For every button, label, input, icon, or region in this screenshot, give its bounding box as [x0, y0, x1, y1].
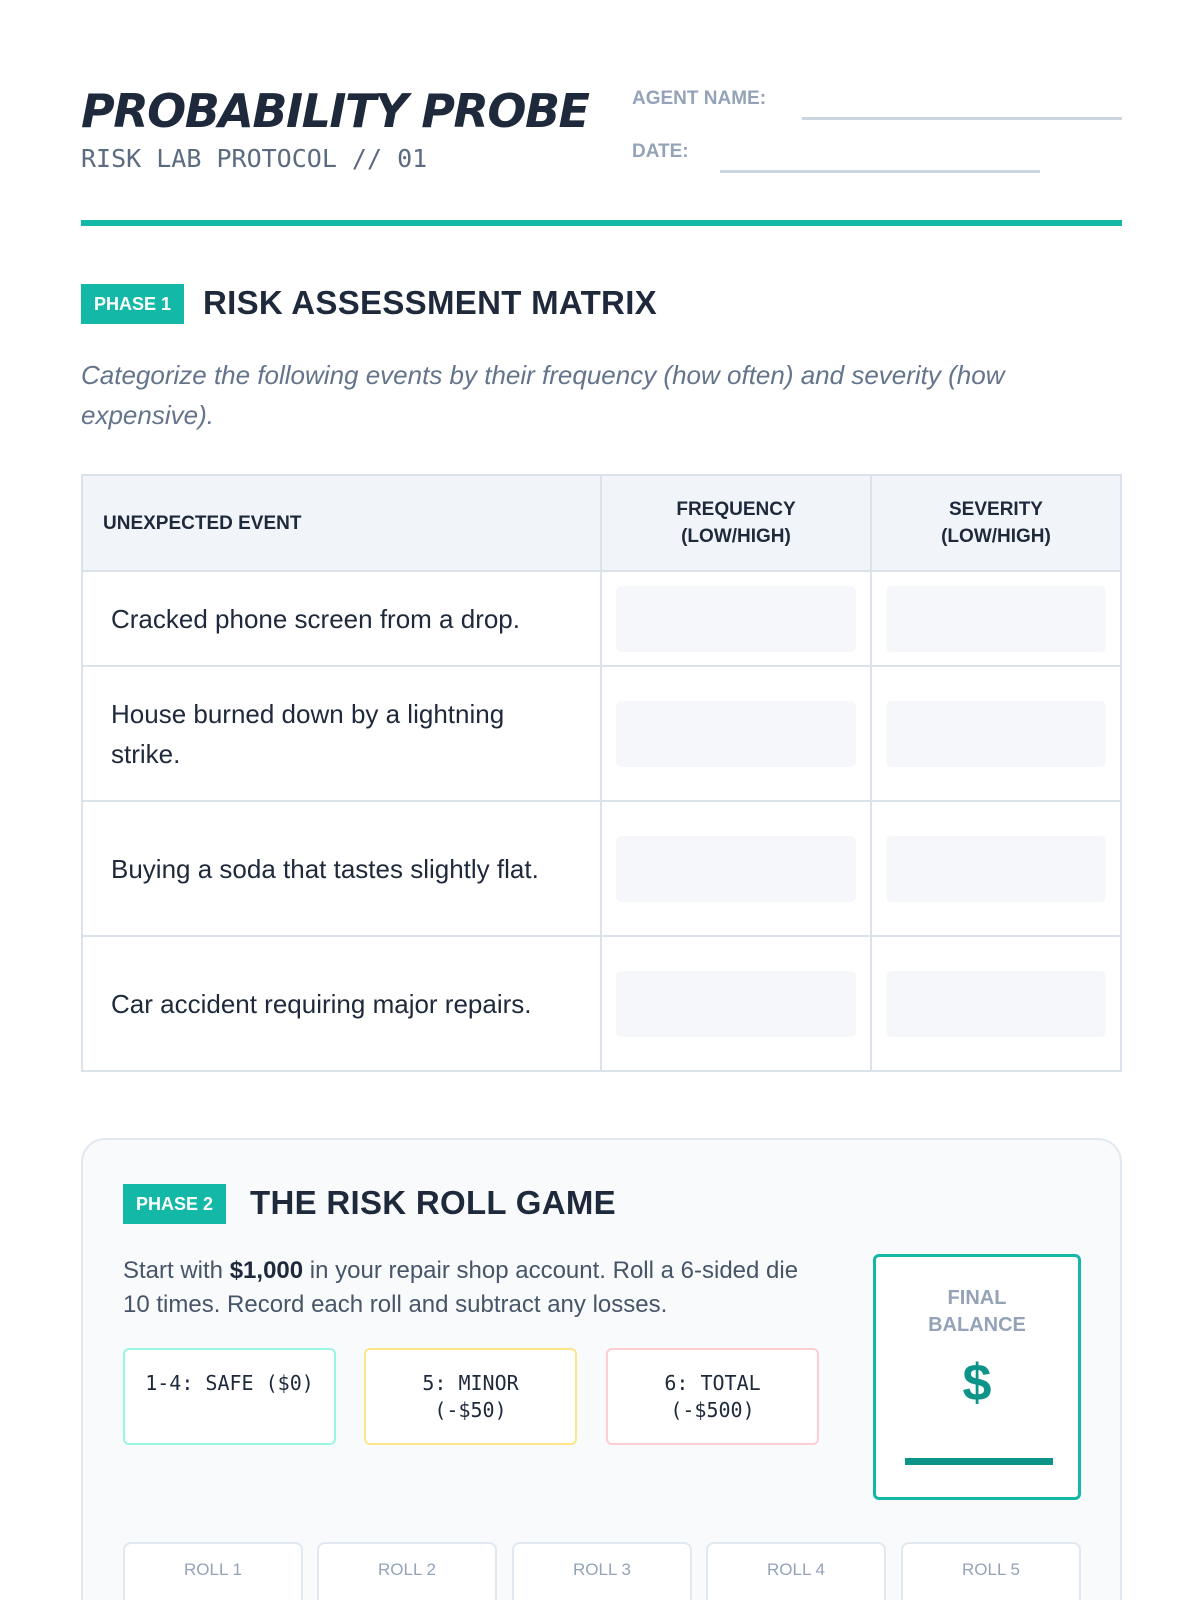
final-balance-label-line1: FINAL: [947, 1287, 1007, 1309]
phase-2-badge: PHASE 2: [123, 1184, 226, 1224]
dollar-icon: $: [962, 1354, 992, 1412]
final-balance-input[interactable]: [905, 1458, 1053, 1465]
roll-label: ROLL 1: [184, 1560, 242, 1579]
event-cell: Cracked phone screen from a drop.: [82, 571, 601, 666]
rule-amount: (-$500): [670, 1398, 755, 1422]
phase-2-instructions: [123, 1254, 823, 1322]
frequency-input[interactable]: [616, 971, 856, 1037]
worksheet-header: [81, 80, 1122, 226]
frequency-cell: [601, 666, 871, 801]
risk-matrix-table: [81, 474, 1122, 1072]
rule-label: 1-4: SAFE ($0): [145, 1371, 314, 1395]
agent-name-label: AGENT NAME:: [632, 88, 767, 109]
column-header-frequency-label: FREQUENCY (LOW/HIGH): [676, 499, 796, 547]
severity-cell: [871, 936, 1121, 1071]
date-field[interactable]: [720, 170, 1040, 173]
table-row: [82, 571, 1121, 666]
rule-card-total: [606, 1348, 819, 1445]
header-divider: [81, 220, 1122, 226]
event-cell: Buying a soda that tastes slightly flat.: [82, 801, 601, 936]
column-header-frequency: [601, 475, 871, 571]
starting-amount: $1,000: [229, 1257, 304, 1284]
column-header-severity: [871, 475, 1121, 571]
phase-1-instructions: Categorize the following events by their frequency (how often) and severity (how expensive).: [81, 360, 1005, 430]
severity-cell: [871, 801, 1121, 936]
roll-box-1[interactable]: [123, 1542, 303, 1600]
page-subtitle: RISK LAB PROTOCOL // 01: [81, 144, 428, 173]
roll-label: ROLL 4: [767, 1560, 825, 1579]
severity-input[interactable]: [886, 701, 1106, 767]
rule-amount: (-$50): [434, 1398, 507, 1422]
roll-label: ROLL 5: [962, 1560, 1020, 1579]
roll-label: ROLL 3: [573, 1560, 631, 1579]
severity-input[interactable]: [886, 586, 1106, 652]
final-balance-box: [873, 1254, 1081, 1500]
rule-card-minor: [364, 1348, 577, 1445]
severity-input[interactable]: [886, 836, 1106, 902]
column-header-event: UNEXPECTED EVENT: [82, 475, 601, 571]
roll-box-3[interactable]: [512, 1542, 692, 1600]
frequency-cell: [601, 801, 871, 936]
severity-cell: [871, 571, 1121, 666]
frequency-input[interactable]: [616, 586, 856, 652]
frequency-input[interactable]: [616, 836, 856, 902]
final-balance-label-line2: BALANCE: [928, 1314, 1026, 1336]
risk-roll-game-panel: [81, 1138, 1122, 1600]
phase-1-title: RISK ASSESSMENT MATRIX: [203, 284, 657, 321]
event-cell: Car accident requiring major repairs.: [82, 936, 601, 1071]
roll-box-2[interactable]: [317, 1542, 497, 1600]
date-label: DATE:: [632, 141, 689, 162]
roll-box-4[interactable]: [706, 1542, 886, 1600]
severity-input[interactable]: [886, 971, 1106, 1037]
frequency-cell: [601, 571, 871, 666]
final-balance-label: [876, 1285, 1078, 1339]
severity-cell: [871, 666, 1121, 801]
page-title: PROBABILITY PROBE: [81, 84, 589, 138]
table-row: [82, 666, 1121, 801]
roll-label: ROLL 2: [378, 1560, 436, 1579]
instructions-end: in your repair shop account. Roll a 6-sided die 10 times. Record each roll and subtract any losses.: [123, 1257, 799, 1318]
phase-2-title: THE RISK ROLL GAME: [250, 1184, 616, 1221]
rule-card-safe: [123, 1348, 336, 1445]
table-row: [82, 801, 1121, 936]
frequency-input[interactable]: [616, 701, 856, 767]
roll-box-5[interactable]: [901, 1542, 1081, 1600]
instructions-start: Start with: [123, 1257, 230, 1284]
table-row: [82, 936, 1121, 1071]
rule-label: 5: MINOR: [422, 1371, 519, 1395]
event-cell: House burned down by a lightning strike.: [82, 666, 601, 801]
table-header-row: [82, 475, 1121, 571]
phase-1-badge: PHASE 1: [81, 284, 184, 324]
frequency-cell: [601, 936, 871, 1071]
rule-label: 6: TOTAL: [664, 1371, 761, 1395]
column-header-severity-label: SEVERITY (LOW/HIGH): [941, 499, 1051, 547]
agent-name-field[interactable]: [802, 117, 1122, 120]
